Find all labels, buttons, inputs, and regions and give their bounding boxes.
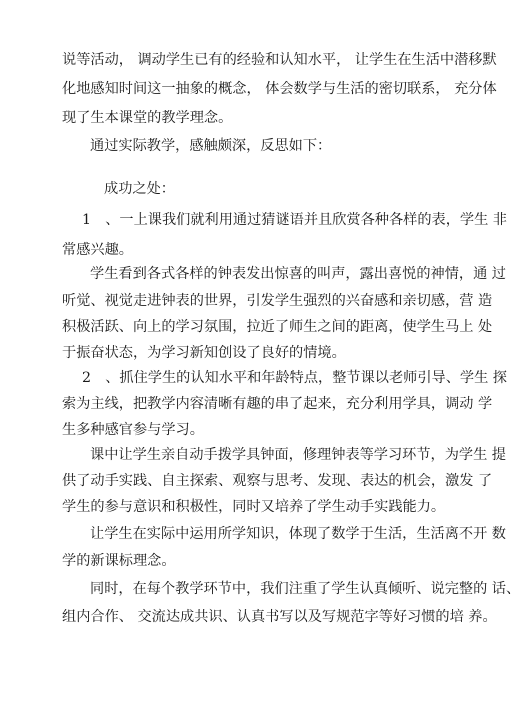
text-line: 积极活跃、向上的学习氛围，拉近了师生之间的距离，使学生马上 处: [62, 319, 493, 335]
text-line: 现了生本课堂的教学理念。: [62, 110, 233, 126]
text-line: 生多种感官参与学习。: [62, 422, 204, 438]
text-line: 说等活动， 调动学生已有的经验和认知水平， 让学生在生活中潜移默: [62, 52, 497, 68]
text-line: 2 、抓住学生的认知水平和年龄特点，整节课以老师引导、学生 探: [82, 370, 507, 386]
text-line: 于振奋状态，为学习新知创设了良好的情境。: [62, 345, 346, 361]
text-line: 成功之处：: [104, 181, 175, 197]
text-line: 课中让学生亲自动手拨学具钟面，修理钟表等学习环节，为学生 提: [90, 447, 506, 463]
text-line: 学的新课标理念。: [62, 553, 176, 569]
text-line: 索为主线，把教学内容清晰有趣的串了起来，充分利用学具，调动 学: [62, 396, 493, 412]
text-line: 组内合作、 交流达成共识、认真书写以及写规范字等好习惯的培 养。: [62, 609, 497, 625]
text-line: 通过实际教学，感触颇深，反思如下：: [90, 138, 332, 154]
text-line: 供了动手实践、自主探索、观察与思考、发现、表达的机会，激发 了: [62, 473, 493, 489]
text-line: 学生看到各式各样的钟表发出惊喜的叫声，露出喜悦的神情，通 过: [90, 266, 506, 282]
text-line: 听觉、视觉走进钟表的世界，引发学生强烈的兴奋感和亲切感，营 造: [62, 293, 493, 309]
text-line: 常感兴趣。: [62, 242, 133, 258]
text-line: 同时，在每个教学环节中，我们注重了学生认真倾听、说完整的 话、: [90, 581, 520, 597]
text-line: 化地感知时间这一抽象的概念， 体会数学与生活的密切联系， 充分体: [62, 81, 497, 97]
text-line: 学生的参与意识和积极性，同时又培养了学生动手实践能力。: [62, 499, 446, 515]
text-line: 让学生在实际中运用所学知识，体现了数学于生活，生活离不开 数: [90, 526, 506, 542]
text-line: 1 、一上课我们就利用通过猜谜语并且欣赏各种各样的表，学生 非: [82, 212, 507, 228]
